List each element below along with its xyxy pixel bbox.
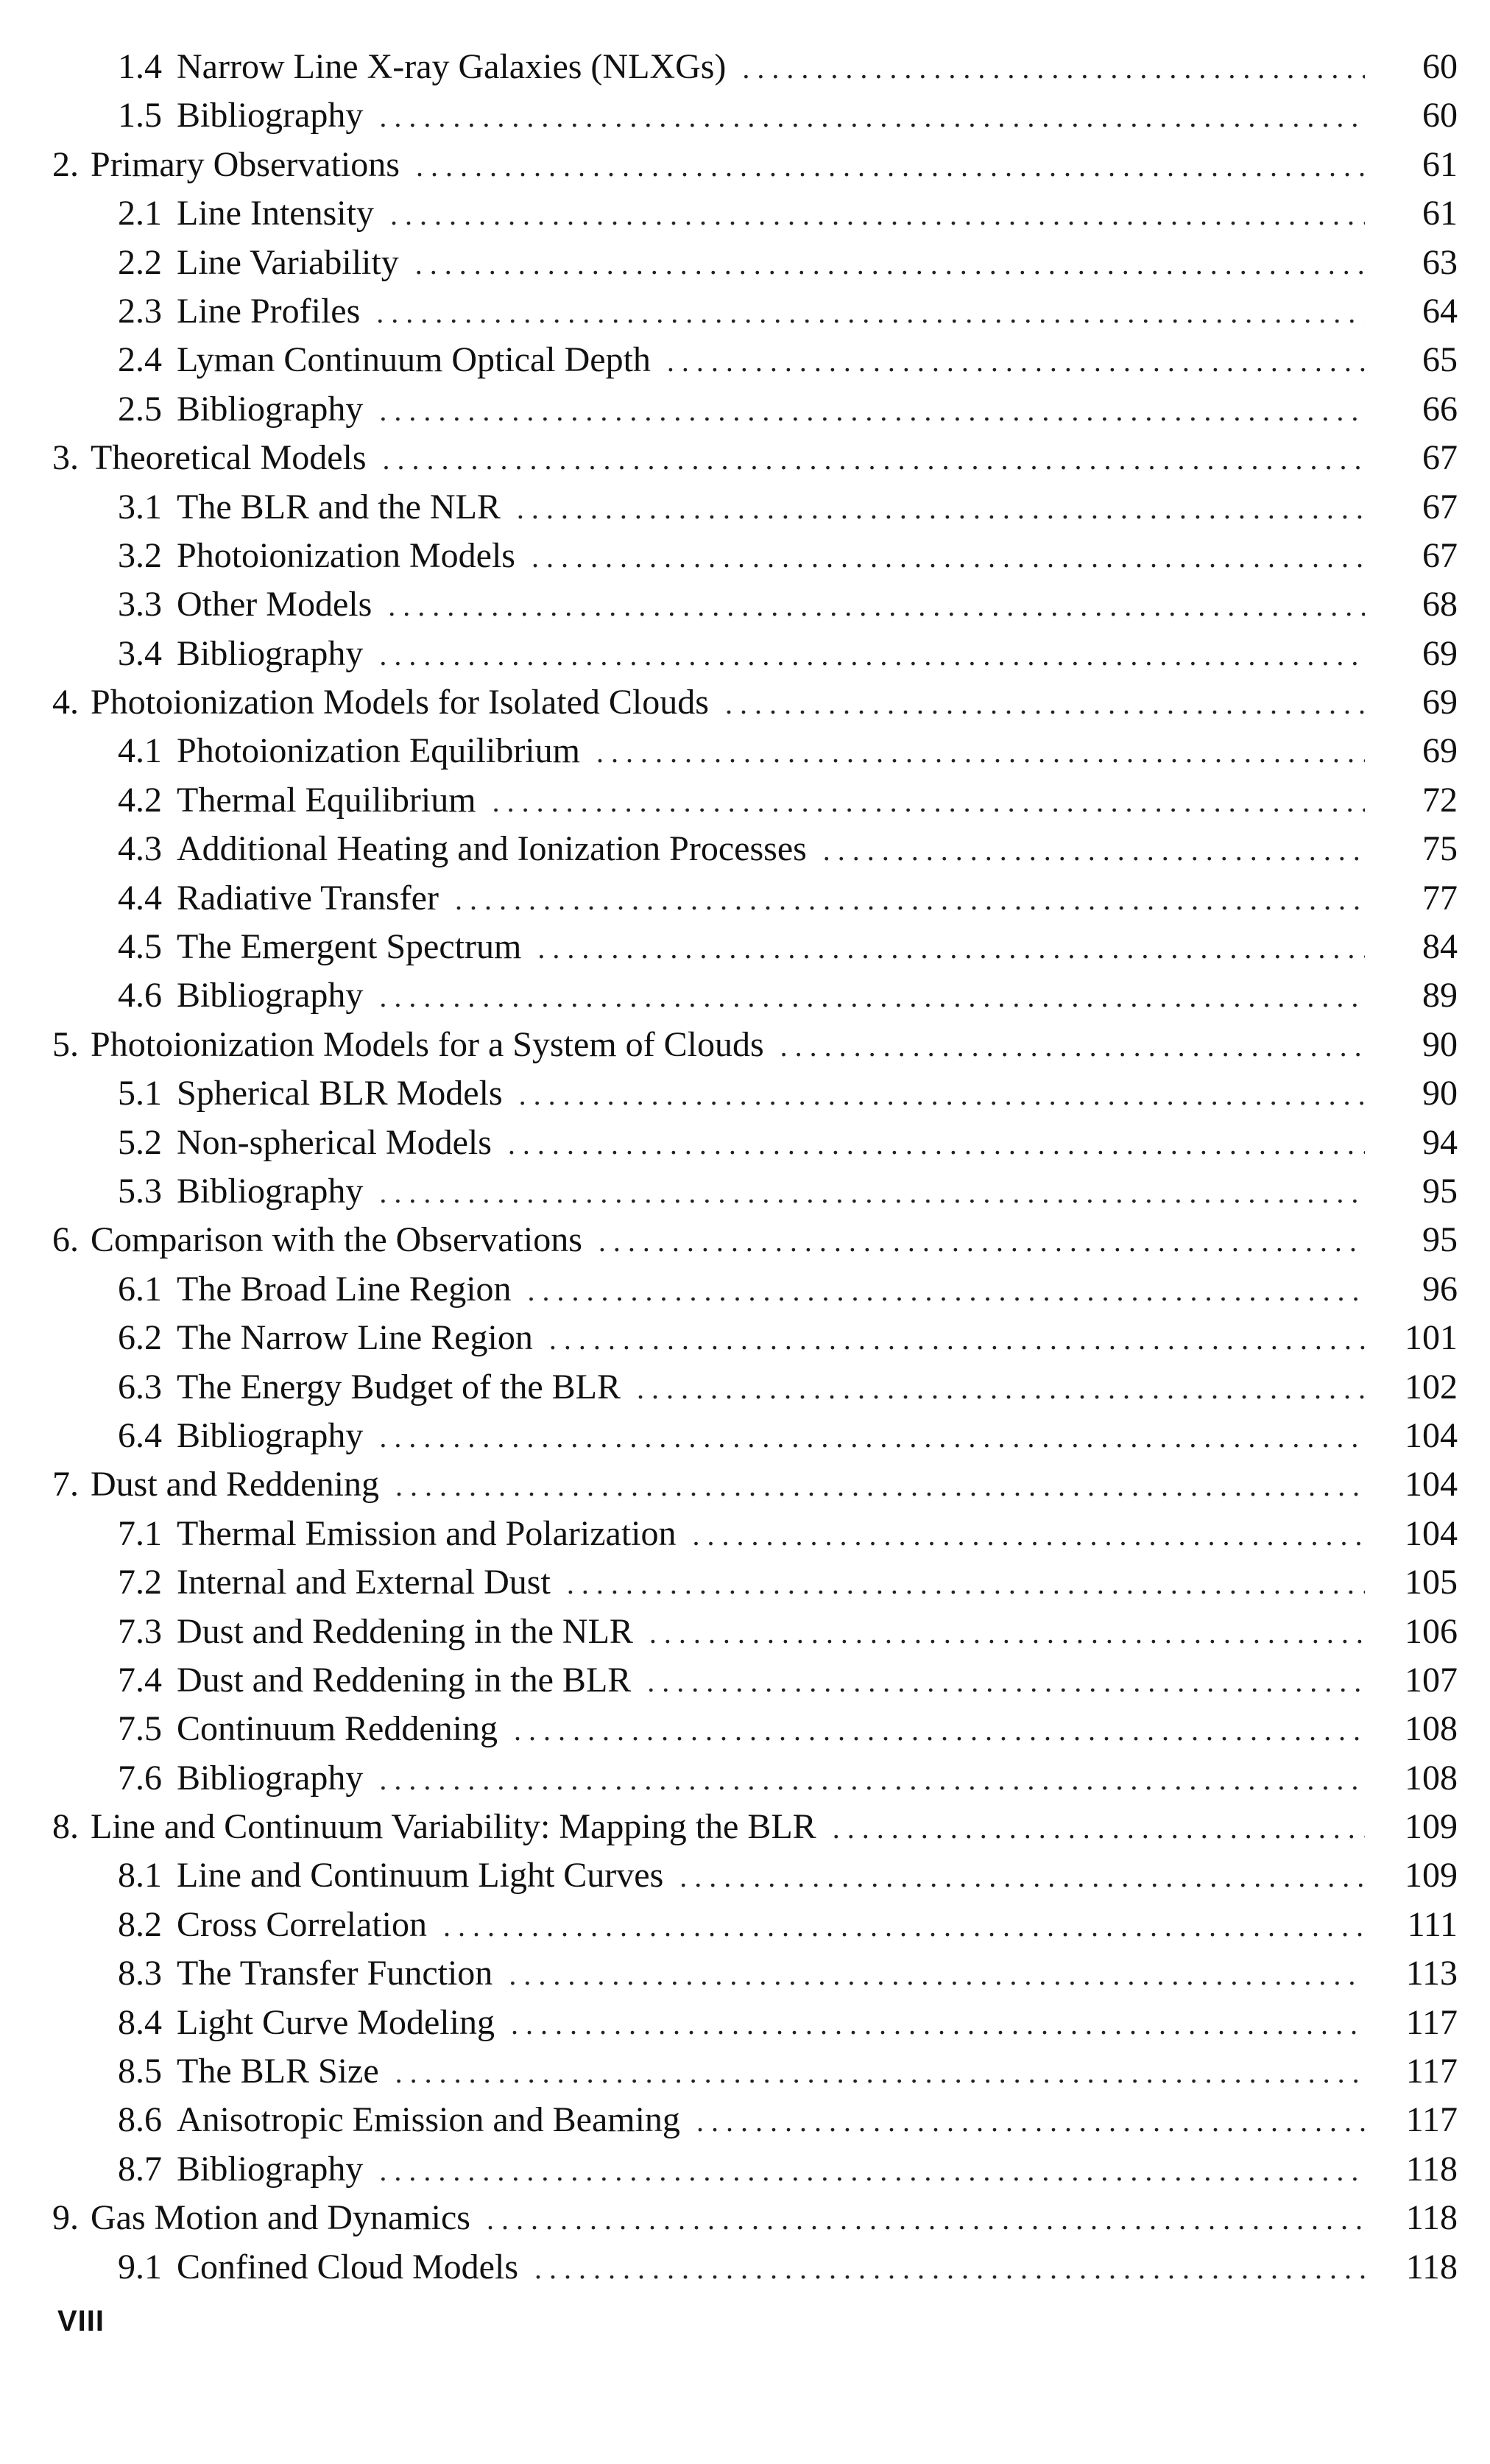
toc-dot-leader <box>537 924 1365 973</box>
toc-entry-page: 75 <box>1422 829 1458 869</box>
toc-dot-leader <box>379 1169 1365 1217</box>
toc-dot-leader <box>395 2049 1365 2097</box>
toc-section-entry[interactable] <box>44 1851 1458 1900</box>
toc-entry-page: 77 <box>1422 878 1458 918</box>
toc-section-entry[interactable] <box>44 1656 1458 1705</box>
toc-dot-leader <box>567 1560 1365 1608</box>
toc-entry-page: 106 <box>1405 1611 1458 1651</box>
toc-entry-page: 69 <box>1422 731 1458 771</box>
toc-entry-number: 4. <box>52 683 79 722</box>
toc-dot-leader <box>725 680 1365 728</box>
toc-entry-number: 7.1 <box>118 1513 162 1553</box>
toc-section-entry[interactable] <box>44 1999 1458 2047</box>
toc-entry-page: 89 <box>1422 976 1458 1015</box>
toc-dot-leader <box>390 191 1365 239</box>
toc-entry-page: 95 <box>1422 1171 1458 1211</box>
toc-entry-page: 117 <box>1405 2100 1458 2140</box>
toc-entry-page: 109 <box>1405 1807 1458 1847</box>
toc-dot-leader <box>696 2097 1365 2146</box>
toc-chapter-entry[interactable] <box>44 1803 1458 1851</box>
toc-dot-leader <box>596 728 1365 777</box>
toc-entry-page: 117 <box>1405 2052 1458 2091</box>
toc-section-entry[interactable] <box>44 2145 1458 2194</box>
toc-entry-number: 3.1 <box>118 487 162 527</box>
toc-entry-number: 8.6 <box>118 2100 162 2140</box>
toc-entry-title: Dust and Reddening in the NLR <box>177 1611 633 1651</box>
toc-entry-page: 60 <box>1422 47 1458 86</box>
toc-dot-leader <box>379 1413 1365 1462</box>
toc-entry-number: 6.1 <box>118 1269 162 1309</box>
toc-entry-page: 67 <box>1422 438 1458 478</box>
toc-entry-page: 113 <box>1405 1954 1458 1993</box>
toc-entry-page: 118 <box>1405 2247 1458 2287</box>
toc-dot-leader <box>528 1267 1365 1315</box>
toc-dot-leader <box>443 1902 1365 1951</box>
toc-dot-leader <box>833 1804 1365 1853</box>
toc-entry-title: Thermal Equilibrium <box>177 780 476 820</box>
toc-entry-number: 8.2 <box>118 1904 162 1944</box>
toc-section-entry[interactable] <box>44 532 1458 580</box>
toc-entry-number: 2.5 <box>118 389 162 429</box>
toc-section-entry[interactable] <box>44 1754 1458 1803</box>
toc-entry-title: Spherical BLR Models <box>177 1074 503 1113</box>
toc-chapter-entry[interactable] <box>44 1460 1458 1509</box>
toc-entry-title: Gas Motion and Dynamics <box>91 2198 470 2238</box>
toc-entry-number: 2.2 <box>118 242 162 282</box>
toc-entry-title: Bibliography <box>177 2149 364 2189</box>
toc-entry-page: 104 <box>1405 1415 1458 1455</box>
toc-entry-number: 2.3 <box>118 291 162 331</box>
toc-entry-page: 108 <box>1405 1709 1458 1749</box>
toc-section-entry[interactable] <box>44 1069 1458 1118</box>
toc-dot-leader <box>509 1951 1365 1999</box>
toc-dot-leader <box>519 1071 1365 1119</box>
toc-dot-leader <box>599 1217 1365 1266</box>
toc-entry-page: 61 <box>1422 194 1458 233</box>
toc-entry-number: 5.2 <box>118 1122 162 1162</box>
toc-entry-title: Other Models <box>177 585 372 624</box>
toc-entry-number: 1.4 <box>118 47 162 86</box>
toc-section-entry[interactable] <box>44 287 1458 336</box>
toc-section-entry[interactable] <box>44 1608 1458 1656</box>
toc-entry-number: 5. <box>52 1024 79 1064</box>
toc-chapter-entry[interactable] <box>44 1216 1458 1264</box>
toc-dot-leader <box>379 973 1365 1021</box>
toc-entry-number: 8.4 <box>118 2002 162 2042</box>
toc-entry-page: 66 <box>1422 389 1458 429</box>
toc-entry-title: Theoretical Models <box>91 438 367 478</box>
toc-entry-title: The Narrow Line Region <box>177 1318 533 1358</box>
toc-entry-number: 8.7 <box>118 2149 162 2189</box>
toc-entry-title: Narrow Line X-ray Galaxies (NLXGs) <box>177 47 727 86</box>
toc-dot-leader <box>376 289 1365 337</box>
toc-dot-leader <box>780 1022 1365 1071</box>
toc-dot-leader <box>823 826 1365 875</box>
toc-entry-title: Thermal Emission and Polarization <box>177 1513 677 1553</box>
toc-section-entry[interactable] <box>44 630 1458 678</box>
toc-entry-page: 104 <box>1405 1465 1458 1504</box>
toc-entry-number: 6.4 <box>118 1415 162 1455</box>
toc-section-entry[interactable] <box>44 239 1458 287</box>
toc-dot-leader <box>647 1658 1365 1706</box>
toc-dot-leader <box>388 582 1365 630</box>
toc-section-entry[interactable] <box>44 385 1458 434</box>
toc-entry-title: Photoionization Models <box>177 535 515 575</box>
toc-section-entry[interactable] <box>44 1314 1458 1362</box>
toc-entry-number: 7. <box>52 1465 79 1504</box>
toc-entry-page: 95 <box>1422 1220 1458 1260</box>
toc-entry-number: 8. <box>52 1807 79 1847</box>
toc-entry-page: 102 <box>1405 1367 1458 1407</box>
toc-chapter-entry[interactable] <box>44 434 1458 482</box>
toc-entry-title: Line and Continuum Light Curves <box>177 1856 664 1895</box>
toc-section-entry[interactable] <box>44 483 1458 532</box>
toc-dot-leader <box>742 44 1365 93</box>
toc-entry-title: Line Intensity <box>177 194 374 233</box>
toc-entry-title: Bibliography <box>177 976 364 1015</box>
toc-entry-number: 5.3 <box>118 1171 162 1211</box>
toc-section-entry[interactable] <box>44 1705 1458 1753</box>
toc-dot-leader <box>511 2000 1365 2049</box>
toc-dot-leader <box>379 387 1365 435</box>
toc-entry-page: 109 <box>1405 1856 1458 1895</box>
toc-section-entry[interactable] <box>44 2243 1458 2292</box>
toc-dot-leader <box>455 876 1365 924</box>
toc-entry-title: Internal and External Dust <box>177 1563 551 1602</box>
toc-entry-number: 7.4 <box>118 1660 162 1700</box>
toc-entry-title: The Broad Line Region <box>177 1269 512 1309</box>
toc-entry-page: 118 <box>1405 2149 1458 2189</box>
toc-dot-leader <box>487 2195 1365 2244</box>
toc-section-entry[interactable] <box>44 189 1458 238</box>
toc-dot-leader <box>517 485 1365 533</box>
toc-dot-leader <box>416 142 1365 191</box>
toc-entry-title: The Transfer Function <box>177 1954 493 1993</box>
toc-entry-title: Bibliography <box>177 1415 364 1455</box>
toc-entry-number: 9.1 <box>118 2247 162 2287</box>
toc-entry-number: 1.5 <box>118 96 162 135</box>
toc-dot-leader <box>649 1609 1365 1658</box>
toc-section-entry[interactable] <box>44 1510 1458 1558</box>
toc-dot-leader <box>383 435 1365 484</box>
toc-entry-number: 7.3 <box>118 1611 162 1651</box>
toc-entry-page: 105 <box>1405 1563 1458 1602</box>
toc-section-entry[interactable] <box>44 874 1458 923</box>
toc-entry-page: 72 <box>1422 780 1458 820</box>
toc-entry-page: 96 <box>1422 1269 1458 1309</box>
toc-entry-page: 84 <box>1422 927 1458 967</box>
toc-entry-page: 107 <box>1405 1660 1458 1700</box>
toc-entry-title: Bibliography <box>177 1171 364 1211</box>
toc-entry-page: 68 <box>1422 585 1458 624</box>
toc-entry-page: 90 <box>1422 1074 1458 1113</box>
toc-entry-number: 4.5 <box>118 927 162 967</box>
toc-dot-leader <box>379 93 1365 141</box>
toc-dot-leader <box>514 1706 1365 1755</box>
toc-entry-page: 64 <box>1422 291 1458 331</box>
toc-entry-title: Bibliography <box>177 1758 364 1798</box>
toc-entry-title: Photoionization Models for Isolated Clouds <box>91 683 709 722</box>
toc-entry-title: Primary Observations <box>91 144 400 184</box>
toc-section-entry[interactable] <box>44 825 1458 873</box>
toc-entry-title: Confined Cloud Models <box>177 2247 518 2287</box>
toc-entry-number: 2.1 <box>118 194 162 233</box>
toc-dot-leader <box>679 1853 1365 1901</box>
toc-entry-number: 7.5 <box>118 1709 162 1749</box>
toc-section-entry[interactable] <box>44 1167 1458 1216</box>
toc-section-entry[interactable] <box>44 971 1458 1020</box>
toc-entry-title: Radiative Transfer <box>177 878 439 918</box>
toc-chapter-entry[interactable] <box>44 678 1458 727</box>
toc-entry-number: 3.4 <box>118 633 162 673</box>
toc-entry-number: 4.2 <box>118 780 162 820</box>
toc-entry-number: 6.3 <box>118 1367 162 1407</box>
toc-section-entry[interactable] <box>44 923 1458 971</box>
toc-dot-leader <box>379 2147 1365 2195</box>
toc-entry-number: 4.1 <box>118 731 162 771</box>
toc-entry-page: 61 <box>1422 144 1458 184</box>
toc-dot-leader <box>379 631 1365 680</box>
toc-section-entry[interactable] <box>44 727 1458 775</box>
toc-entry-number: 3.2 <box>118 535 162 575</box>
toc-entry-title: Lyman Continuum Optical Depth <box>177 340 651 380</box>
toc-entry-number: 7.6 <box>118 1758 162 1798</box>
toc-entry-number: 4.3 <box>118 829 162 869</box>
toc-entry-title: Anisotropic Emission and Beaming <box>177 2100 680 2140</box>
toc-dot-leader <box>549 1315 1365 1364</box>
toc-entry-title: Line Variability <box>177 242 399 282</box>
toc-section-entry[interactable] <box>44 1119 1458 1167</box>
toc-entry-title: Comparison with the Observations <box>91 1220 582 1260</box>
toc-entry-number: 8.1 <box>118 1856 162 1895</box>
toc-entry-page: 118 <box>1405 2198 1458 2238</box>
toc-entry-title: Non-spherical Models <box>177 1122 492 1162</box>
toc-entry-page: 104 <box>1405 1513 1458 1553</box>
toc-section-entry[interactable] <box>44 580 1458 629</box>
toc-dot-leader <box>667 337 1365 386</box>
toc-entry-number: 6. <box>52 1220 79 1260</box>
toc-entry-page: 69 <box>1422 633 1458 673</box>
toc-entry-title: The BLR and the NLR <box>177 487 501 527</box>
toc-dot-leader <box>637 1365 1365 1413</box>
toc-entry-number: 2. <box>52 144 79 184</box>
toc-entry-page: 67 <box>1422 487 1458 527</box>
table-of-contents <box>44 43 1458 2292</box>
toc-section-entry[interactable] <box>44 1949 1458 1998</box>
toc-entry-page: 69 <box>1422 683 1458 722</box>
toc-entry-number: 6.2 <box>118 1318 162 1358</box>
toc-entry-page: 111 <box>1407 1904 1458 1944</box>
toc-dot-leader <box>508 1120 1365 1169</box>
toc-entry-title: Dust and Reddening <box>91 1465 379 1504</box>
toc-dot-leader <box>532 533 1365 582</box>
toc-entry-title: The Energy Budget of the BLR <box>177 1367 621 1407</box>
toc-chapter-entry[interactable] <box>44 141 1458 189</box>
toc-entry-title: Light Curve Modeling <box>177 2002 495 2042</box>
page-folio: VIII <box>57 2305 105 2337</box>
toc-entry-page: 65 <box>1422 340 1458 380</box>
toc-entry-title: The Emergent Spectrum <box>177 927 522 967</box>
toc-entry-number: 3.3 <box>118 585 162 624</box>
toc-entry-number: 3. <box>52 438 79 478</box>
toc-entry-page: 101 <box>1405 1318 1458 1358</box>
toc-dot-leader <box>534 2245 1365 2293</box>
toc-section-entry[interactable] <box>44 776 1458 825</box>
toc-dot-leader <box>492 778 1365 826</box>
toc-entry-title: Photoionization Models for a System of Clouds <box>91 1024 764 1064</box>
toc-entry-title: Photoionization Equilibrium <box>177 731 580 771</box>
toc-entry-title: The BLR Size <box>177 2052 379 2091</box>
toc-entry-number: 8.3 <box>118 1954 162 1993</box>
toc-section-entry[interactable] <box>44 2096 1458 2144</box>
toc-dot-leader <box>395 1462 1365 1510</box>
toc-entry-title: Line Profiles <box>177 291 361 331</box>
toc-entry-title: Continuum Reddening <box>177 1709 498 1749</box>
toc-dot-leader <box>415 240 1365 289</box>
toc-entry-page: 117 <box>1405 2002 1458 2042</box>
toc-entry-title: Additional Heating and Ionization Processes <box>177 829 807 869</box>
toc-dot-leader <box>379 1756 1365 1804</box>
toc-entry-page: 60 <box>1422 96 1458 135</box>
toc-entry-number: 4.6 <box>118 976 162 1015</box>
toc-entry-title: Dust and Reddening in the BLR <box>177 1660 632 1700</box>
toc-entry-title: Bibliography <box>177 96 364 135</box>
toc-entry-number: 8.5 <box>118 2052 162 2091</box>
toc-section-entry[interactable] <box>44 2047 1458 2096</box>
toc-entry-number: 2.4 <box>118 340 162 380</box>
toc-entry-title: Bibliography <box>177 633 364 673</box>
toc-entry-title: Line and Continuum Variability: Mapping the BLR <box>91 1807 816 1847</box>
toc-entry-number: 7.2 <box>118 1563 162 1602</box>
toc-entry-page: 63 <box>1422 242 1458 282</box>
toc-entry-page: 108 <box>1405 1758 1458 1798</box>
toc-dot-leader <box>693 1511 1365 1560</box>
toc-entry-title: Bibliography <box>177 389 364 429</box>
toc-entry-page: 90 <box>1422 1024 1458 1064</box>
toc-section-entry[interactable] <box>44 1265 1458 1314</box>
toc-section-entry[interactable] <box>44 1412 1458 1460</box>
toc-entry-title: Cross Correlation <box>177 1904 427 1944</box>
toc-chapter-entry[interactable] <box>44 2194 1458 2242</box>
toc-entry-number: 5.1 <box>118 1074 162 1113</box>
toc-section-entry[interactable] <box>44 1363 1458 1412</box>
toc-entry-number: 9. <box>52 2198 79 2238</box>
toc-section-entry[interactable] <box>44 91 1458 140</box>
toc-chapter-entry[interactable] <box>44 1021 1458 1069</box>
toc-section-entry[interactable] <box>44 1558 1458 1607</box>
toc-entry-page: 94 <box>1422 1122 1458 1162</box>
toc-entry-page: 67 <box>1422 535 1458 575</box>
toc-section-entry[interactable] <box>44 43 1458 91</box>
toc-section-entry[interactable] <box>44 336 1458 384</box>
toc-section-entry[interactable] <box>44 1901 1458 1949</box>
toc-entry-number: 4.4 <box>118 878 162 918</box>
